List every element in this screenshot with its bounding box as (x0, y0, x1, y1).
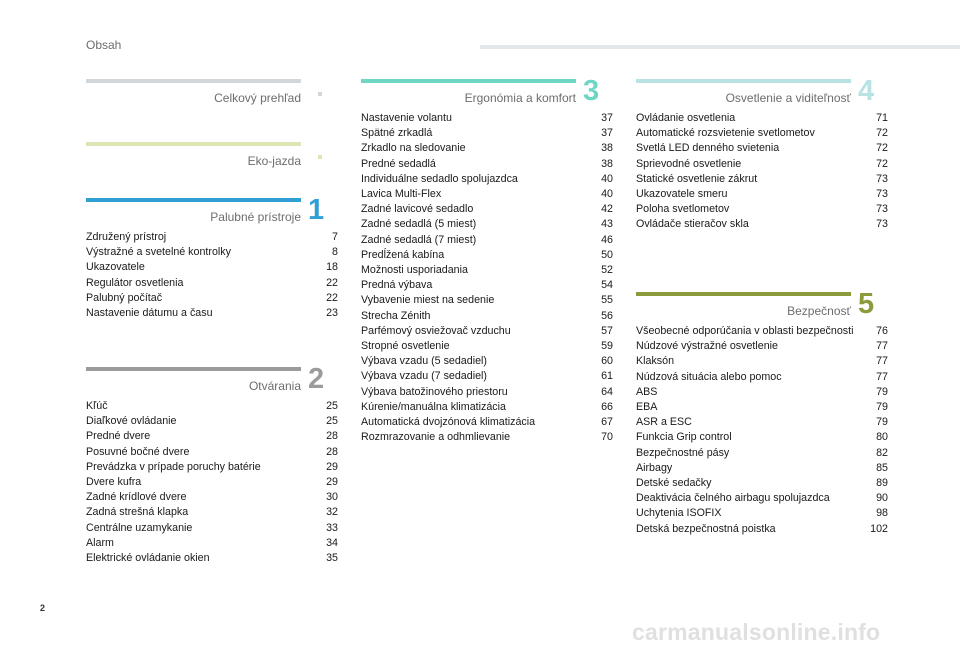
toc-entry[interactable] (636, 126, 888, 141)
toc-entry[interactable] (361, 187, 613, 202)
toc-entry-page: 73 (876, 203, 888, 216)
toc-entry-page: 60 (601, 355, 613, 368)
section-title[interactable]: Osvetlenie a viditeľnosť (725, 91, 851, 105)
toc-entry-page: 22 (326, 276, 338, 289)
watermark: carmanualsonline.info (632, 619, 881, 645)
toc-entry[interactable] (636, 339, 888, 354)
toc-entry[interactable] (636, 141, 888, 156)
toc-entry-page: 76 (876, 325, 888, 337)
toc-entry-label: Strecha Zénith (361, 309, 431, 322)
toc-entry-label: Detské sedačky (636, 477, 712, 490)
toc-entry-label: Výstražné a svetelné kontrolky (86, 246, 231, 259)
toc-entry[interactable] (361, 157, 613, 172)
toc-entry-label: Ukazovatele smeru (636, 188, 728, 201)
toc-entry[interactable] (361, 339, 613, 354)
toc-entry-label: Airbagy (636, 461, 673, 474)
page-header-title: Obsah (86, 38, 122, 52)
toc-entry-label: Automatické rozsvietenie svetlometov (636, 127, 815, 140)
toc-entry-page: 79 (876, 401, 888, 414)
header-rule (480, 45, 960, 49)
toc-entry-page: 70 (601, 431, 613, 444)
toc-entry-page: 35 (326, 552, 338, 565)
toc-entry[interactable] (636, 461, 888, 476)
toc-entry-label: Prevádzka v prípade poruchy batérie (86, 460, 261, 473)
toc-entry[interactable] (86, 475, 338, 490)
toc-entry[interactable] (86, 230, 338, 245)
toc-entry-label: Palubný počítač (86, 291, 163, 304)
section-title[interactable]: Otvárania (248, 379, 301, 393)
toc-entry[interactable] (361, 385, 613, 400)
toc-entry-page: 71 (876, 112, 888, 124)
toc-list (636, 324, 888, 537)
toc-entry-label: Predná výbava (361, 279, 433, 292)
toc-list (86, 399, 338, 566)
toc-entry-page: 42 (601, 203, 613, 216)
toc-entry-page: 72 (876, 142, 888, 155)
section-safety (636, 288, 888, 537)
toc-entry-label: Kúrenie/manuálna klimatizácia (361, 400, 506, 413)
toc-entry[interactable] (361, 354, 613, 369)
toc-entry-page: 34 (326, 536, 338, 549)
toc-entry-page: 79 (876, 416, 888, 429)
toc-entry[interactable] (636, 446, 888, 461)
section-number: 2 (308, 363, 325, 395)
toc-list (636, 111, 888, 233)
section-title[interactable]: Celkový prehľad (214, 91, 301, 105)
toc-entry-page: 73 (876, 188, 888, 201)
toc-entry-label: Dvere kufra (86, 476, 142, 489)
toc-entry-label: Všeobecné odporúčania v oblasti bezpečnosti (636, 325, 854, 337)
toc-entry-label: Možnosti usporiadania (361, 264, 468, 277)
section-instruments (86, 194, 338, 321)
toc-entry-page: 25 (326, 400, 338, 412)
toc-entry-label: Vybavenie miest na sedenie (361, 294, 495, 307)
toc-entry[interactable] (361, 415, 613, 430)
toc-entry[interactable] (361, 400, 613, 415)
toc-entry-label: Alarm (86, 536, 114, 549)
toc-entry[interactable] (636, 354, 888, 369)
section-title[interactable]: Palubné prístroje (210, 210, 301, 224)
toc-entry-page: 85 (876, 461, 888, 474)
toc-entry[interactable] (636, 522, 888, 537)
toc-entry-label: Regulátor osvetlenia (86, 276, 184, 289)
section-number: 1 (308, 194, 325, 226)
toc-entry[interactable] (636, 202, 888, 217)
toc-entry[interactable] (86, 445, 338, 460)
toc-entry[interactable] (361, 263, 613, 278)
toc-entry-label: Funkcia Grip control (636, 431, 732, 444)
toc-entry-page: 56 (601, 309, 613, 322)
toc-entry-page: 30 (326, 491, 338, 504)
toc-entry-label: Poloha svetlometov (636, 203, 730, 216)
toc-entry-page: 8 (332, 246, 338, 259)
toc-entry-page: 55 (601, 294, 613, 307)
toc-entry[interactable] (86, 414, 338, 429)
section-number: 3 (583, 75, 600, 107)
toc-entry[interactable] (361, 126, 613, 141)
toc-entry-page: 40 (601, 188, 613, 201)
toc-entry-label: Zadné lavicové sedadlo (361, 203, 474, 216)
toc-entry-page: 29 (326, 460, 338, 473)
toc-entry-label: Posuvné bočné dvere (86, 445, 190, 458)
toc-entry-label: Uchytenia ISOFIX (636, 507, 722, 520)
toc-entry[interactable] (361, 233, 613, 248)
toc-entry-page: 64 (601, 385, 613, 398)
toc-entry-page: 61 (601, 370, 613, 383)
toc-entry[interactable] (636, 430, 888, 445)
toc-entry[interactable] (636, 385, 888, 400)
toc-entry[interactable] (636, 111, 888, 126)
section-lighting (636, 75, 888, 233)
toc-entry[interactable] (361, 369, 613, 384)
toc-entry[interactable] (361, 202, 613, 217)
toc-entry-label: Kľúč (86, 400, 108, 412)
toc-entry-label: Výbava vzadu (5 sedadiel) (361, 355, 487, 368)
toc-entry-label: ASR a ESC (636, 416, 692, 429)
toc-entry-label: Núdzová situácia alebo pomoc (636, 370, 782, 383)
toc-entry-label: Deaktivácia čelného airbagu spolujazdca (636, 492, 830, 505)
toc-entry-label: Zrkadlo na sledovanie (361, 142, 466, 155)
toc-entry[interactable] (636, 324, 888, 339)
toc-entry[interactable] (636, 400, 888, 415)
toc-entry-label: Centrálne uzamykanie (86, 521, 193, 534)
section-marker-dot (318, 92, 322, 96)
section-eco-driving (86, 142, 301, 174)
toc-entry[interactable] (86, 536, 338, 551)
toc-entry[interactable] (86, 399, 338, 414)
toc-entry-page: 67 (601, 416, 613, 429)
toc-entry[interactable] (86, 505, 338, 520)
toc-entry-label: Klaksón (636, 355, 675, 368)
page-number: 2 (40, 603, 46, 613)
toc-entry-page: 23 (326, 307, 338, 320)
toc-entry-label: Sprievodné osvetlenie (636, 157, 742, 170)
toc-entry[interactable] (636, 506, 888, 521)
toc-entry-page: 32 (326, 506, 338, 519)
toc-entry[interactable] (636, 187, 888, 202)
toc-entry-page: 25 (326, 415, 338, 428)
toc-entry-page: 38 (601, 142, 613, 155)
toc-entry-page: 80 (876, 431, 888, 444)
toc-entry-page: 79 (876, 385, 888, 398)
toc-entry-label: Ovládače stieračov skla (636, 218, 749, 231)
toc-entry-page: 77 (876, 370, 888, 383)
toc-entry-page: 28 (326, 430, 338, 443)
toc-entry-label: Stropné osvetlenie (361, 340, 450, 353)
section-number: 5 (858, 288, 875, 320)
toc-entry[interactable] (361, 141, 613, 156)
toc-entry-label: Zadné krídlové dvere (86, 491, 187, 504)
section-marker-dot (318, 155, 322, 159)
toc-entry-label: Ukazovatele (86, 261, 145, 274)
section-number: 4 (858, 75, 875, 107)
section-title[interactable]: Bezpečnosť (787, 304, 851, 318)
toc-entry[interactable] (361, 293, 613, 308)
toc-entry-label: Výbava batožinového priestoru (361, 385, 508, 398)
toc-entry-page: 50 (601, 248, 613, 261)
toc-entry-label: Predné sedadlá (361, 157, 436, 170)
toc-entry-label: Predĺžená kabína (361, 248, 445, 261)
toc-entry-label: Združený prístroj (86, 231, 167, 243)
toc-entry[interactable] (86, 551, 338, 566)
toc-entry[interactable] (86, 291, 338, 306)
toc-entry-page: 77 (876, 340, 888, 353)
toc-entry-page: 43 (601, 218, 613, 231)
toc-entry-label: ABS (636, 385, 658, 398)
toc-entry-page: 73 (876, 218, 888, 231)
toc-entry-label: Parfémový osviežovač vzduchu (361, 324, 511, 337)
toc-entry-page: 82 (876, 446, 888, 459)
toc-entry-page: 37 (601, 112, 613, 124)
toc-entry-label: Ovládanie osvetlenia (636, 112, 736, 124)
toc-entry-label: Výbava vzadu (7 sedadiel) (361, 370, 487, 383)
toc-entry-page: 37 (601, 127, 613, 140)
section-title[interactable]: Ergonómia a komfort (464, 91, 576, 105)
toc-entry-label: Rozmrazovanie a odhmlievanie (361, 431, 511, 444)
toc-entry-label: Diaľkové ovládanie (86, 415, 177, 428)
toc-entry[interactable] (361, 172, 613, 187)
toc-list (86, 230, 338, 321)
toc-entry-page: 72 (876, 127, 888, 140)
toc-entry-page: 46 (601, 233, 613, 246)
toc-entry[interactable] (636, 157, 888, 172)
toc-entry[interactable] (361, 309, 613, 324)
toc-entry-page: 33 (326, 521, 338, 534)
toc-entry[interactable] (636, 415, 888, 430)
toc-entry-page: 98 (876, 507, 888, 520)
toc-entry-label: Individuálne sedadlo spolujazdca (361, 172, 518, 185)
toc-entry[interactable] (86, 245, 338, 260)
toc-entry-page: 73 (876, 172, 888, 185)
section-ergonomics (361, 75, 613, 445)
toc-entry-label: Svetlá LED denného svietenia (636, 142, 780, 155)
toc-entry-label: EBA (636, 401, 658, 414)
toc-entry-label: Spätné zrkadlá (361, 127, 433, 140)
toc-entry-label: Zadné sedadlá (7 miest) (361, 233, 477, 246)
toc-entry-label: Lavica Multi-Flex (361, 188, 442, 201)
toc-entry-page: 22 (326, 291, 338, 304)
toc-entry[interactable] (636, 491, 888, 506)
toc-entry[interactable] (86, 306, 338, 321)
toc-entry-page: 102 (870, 522, 888, 535)
toc-entry[interactable] (361, 278, 613, 293)
toc-entry-label: Elektrické ovládanie okien (86, 552, 210, 565)
toc-entry[interactable] (361, 430, 613, 445)
toc-entry-page: 57 (601, 324, 613, 337)
toc-list (361, 111, 613, 445)
toc-entry[interactable] (86, 460, 338, 475)
toc-entry-label: Nastavenie dátumu a času (86, 307, 213, 320)
toc-entry[interactable] (86, 490, 338, 505)
toc-entry-page: 28 (326, 445, 338, 458)
toc-entry[interactable] (361, 248, 613, 263)
toc-entry-label: Detská bezpečnostná poistka (636, 522, 776, 535)
toc-entry-label: Nastavenie volantu (361, 112, 452, 124)
toc-entry-label: Zadné sedadlá (5 miest) (361, 218, 477, 231)
toc-entry[interactable] (86, 429, 338, 444)
toc-entry-label: Automatická dvojzónová klimatizácia (361, 416, 536, 429)
toc-entry-page: 90 (876, 492, 888, 505)
toc-entry[interactable] (636, 476, 888, 491)
toc-entry[interactable] (86, 260, 338, 275)
section-overview (86, 79, 301, 111)
toc-entry-label: Bezpečnostné pásy (636, 446, 730, 459)
toc-entry[interactable] (86, 521, 338, 536)
toc-entry[interactable] (86, 276, 338, 291)
toc-entry-page: 29 (326, 476, 338, 489)
toc-entry-label: Predné dvere (86, 430, 151, 443)
toc-entry-page: 40 (601, 172, 613, 185)
toc-entry-label: Núdzové výstražné osvetlenie (636, 340, 778, 353)
toc-entry[interactable] (636, 217, 888, 232)
toc-entry[interactable] (636, 172, 888, 187)
toc-entry[interactable] (361, 324, 613, 339)
toc-entry-page: 72 (876, 157, 888, 170)
toc-entry-label: Statické osvetlenie zákrut (636, 172, 758, 185)
toc-entry[interactable] (361, 111, 613, 126)
toc-entry-page: 38 (601, 157, 613, 170)
toc-entry-page: 54 (601, 279, 613, 292)
toc-entry-page: 77 (876, 355, 888, 368)
toc-entry-page: 66 (601, 400, 613, 413)
toc-entry-page: 18 (326, 261, 338, 274)
toc-entry[interactable] (361, 217, 613, 232)
toc-entry[interactable] (636, 370, 888, 385)
toc-entry-page: 52 (601, 264, 613, 277)
toc-entry-label: Zadná strešná klapka (86, 506, 189, 519)
toc-entry-page: 59 (601, 340, 613, 353)
section-title[interactable]: Eko-jazda (247, 154, 301, 168)
toc-entry-page: 89 (876, 477, 888, 490)
toc-entry-page: 7 (332, 231, 338, 243)
section-openings (86, 363, 338, 566)
